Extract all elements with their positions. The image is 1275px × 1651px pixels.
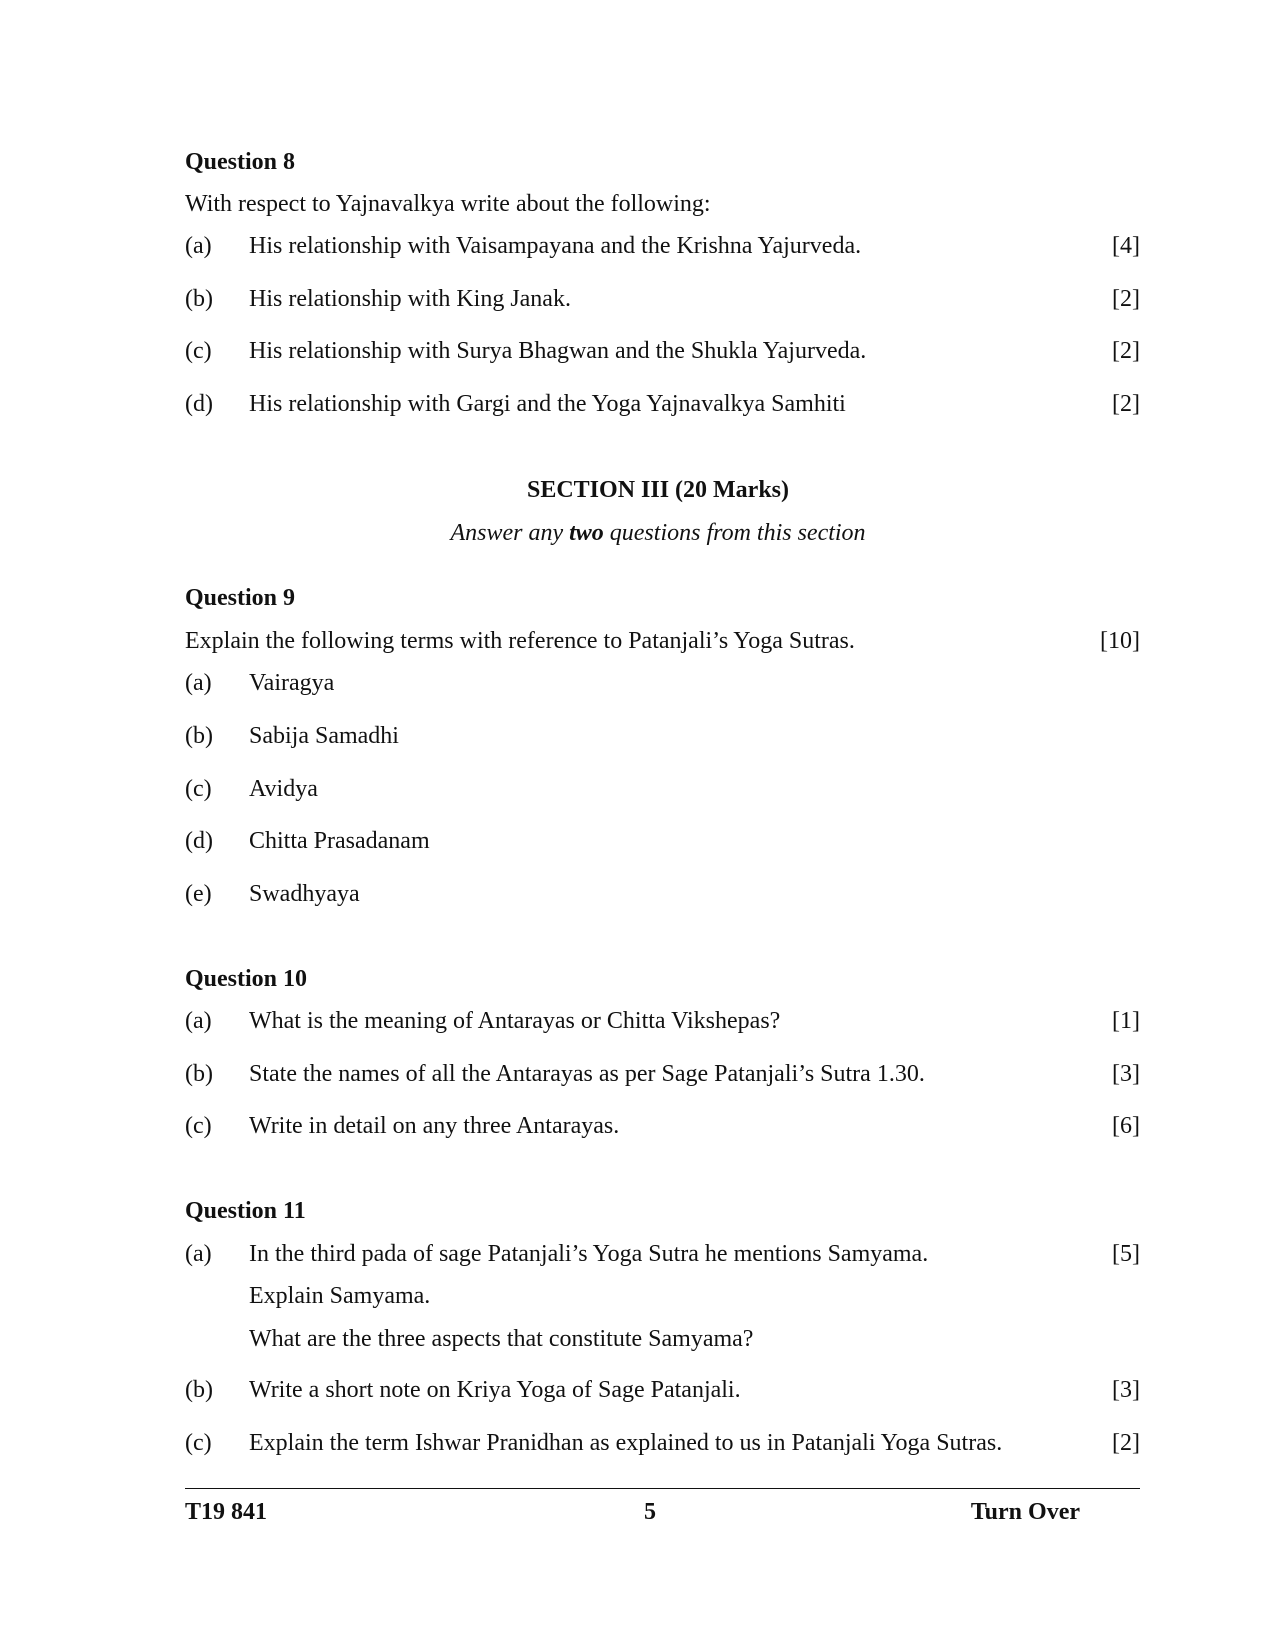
- q9-item-text: Chitta Prasadanam: [249, 828, 430, 854]
- q9-item-label: (d): [185, 828, 213, 854]
- footer-rule: [185, 1488, 1140, 1489]
- question-11-title: Question 11: [185, 1198, 306, 1224]
- footer-paper-code: T19 841: [185, 1499, 268, 1525]
- q10-item-label: (b): [185, 1061, 213, 1087]
- q9-item-label: (c): [185, 776, 212, 802]
- q11-item-label: (b): [185, 1377, 213, 1403]
- question-9-marks: [10]: [1100, 628, 1140, 654]
- q11-item-text: What are the three aspects that constitute Samyama?: [249, 1326, 754, 1352]
- q8-item-marks: [2]: [1112, 391, 1140, 417]
- q9-item-text: Sabija Samadhi: [249, 723, 399, 749]
- q8-item-text: His relationship with Gargi and the Yoga Yajnavalkya Samhiti: [249, 391, 846, 417]
- section-title: SECTION III (20 Marks): [526, 477, 790, 503]
- q10-item-marks: [6]: [1112, 1113, 1140, 1139]
- q9-item-label: (a): [185, 670, 212, 696]
- q11-item-text: Explain Samyama.: [249, 1283, 431, 1309]
- footer-page-number: 5: [644, 1499, 656, 1525]
- q9-item-label: (e): [185, 881, 212, 907]
- question-9-title: Question 9: [185, 585, 296, 611]
- q10-item-text: State the names of all the Antarayas as per Sage Patanjali’s Sutra 1.30.: [249, 1061, 925, 1087]
- q9-item-label: (b): [185, 723, 213, 749]
- q9-item-text: Swadhyaya: [249, 881, 360, 907]
- q8-item-label: (a): [185, 233, 212, 259]
- question-8-title: Question 8: [185, 149, 296, 175]
- q10-item-label: (c): [185, 1113, 212, 1139]
- q10-item-label: (a): [185, 1008, 212, 1034]
- q11-item-marks: [3]: [1112, 1377, 1140, 1403]
- instruction-post: questions from this section: [603, 520, 866, 546]
- q8-item-text: His relationship with Vaisampayana and the Krishna Yajurveda.: [249, 233, 862, 259]
- q11-item-text: Write a short note on Kriya Yoga of Sage Patanjali.: [249, 1377, 741, 1403]
- question-10-title: Question 10: [185, 966, 308, 992]
- q9-item-text: Vairagya: [249, 670, 335, 696]
- q8-item-text: His relationship with Surya Bhagwan and the Shukla Yajurveda.: [249, 338, 867, 364]
- q8-item-label: (c): [185, 338, 212, 364]
- q11-item-label: (c): [185, 1430, 212, 1456]
- q10-item-text: Write in detail on any three Antarayas.: [249, 1113, 620, 1139]
- instruction-pre: Answer any: [450, 520, 570, 546]
- q11-item-text: Explain the term Ishwar Pranidhan as explained to us in Patanjali Yoga Sutras.: [249, 1430, 1003, 1456]
- q10-item-text: What is the meaning of Antarayas or Chitta Vikshepas?: [249, 1008, 781, 1034]
- q8-item-marks: [2]: [1112, 286, 1140, 312]
- q11-item-label: (a): [185, 1241, 212, 1267]
- q8-item-text: His relationship with King Janak.: [249, 286, 571, 312]
- q8-item-marks: [2]: [1112, 338, 1140, 364]
- q8-item-label: (b): [185, 286, 213, 312]
- q11-item-text: In the third pada of sage Patanjali’s Yoga Sutra he mentions Samyama.: [249, 1241, 929, 1267]
- instruction-bold: two: [569, 520, 604, 546]
- question-9-intro: Explain the following terms with reference to Patanjali’s Yoga Sutras.: [185, 628, 855, 654]
- footer-turn-over: Turn Over: [970, 1499, 1080, 1525]
- q10-item-marks: [1]: [1112, 1008, 1140, 1034]
- q8-item-label: (d): [185, 391, 213, 417]
- q8-item-marks: [4]: [1112, 233, 1140, 259]
- section-instruction: [0, 521, 1275, 545]
- q11-item-marks: [2]: [1112, 1430, 1140, 1456]
- q10-item-marks: [3]: [1112, 1061, 1140, 1087]
- question-8-intro: With respect to Yajnavalkya write about the following:: [185, 191, 711, 217]
- q9-item-text: Avidya: [249, 776, 318, 802]
- q11-item-marks: [5]: [1112, 1241, 1140, 1267]
